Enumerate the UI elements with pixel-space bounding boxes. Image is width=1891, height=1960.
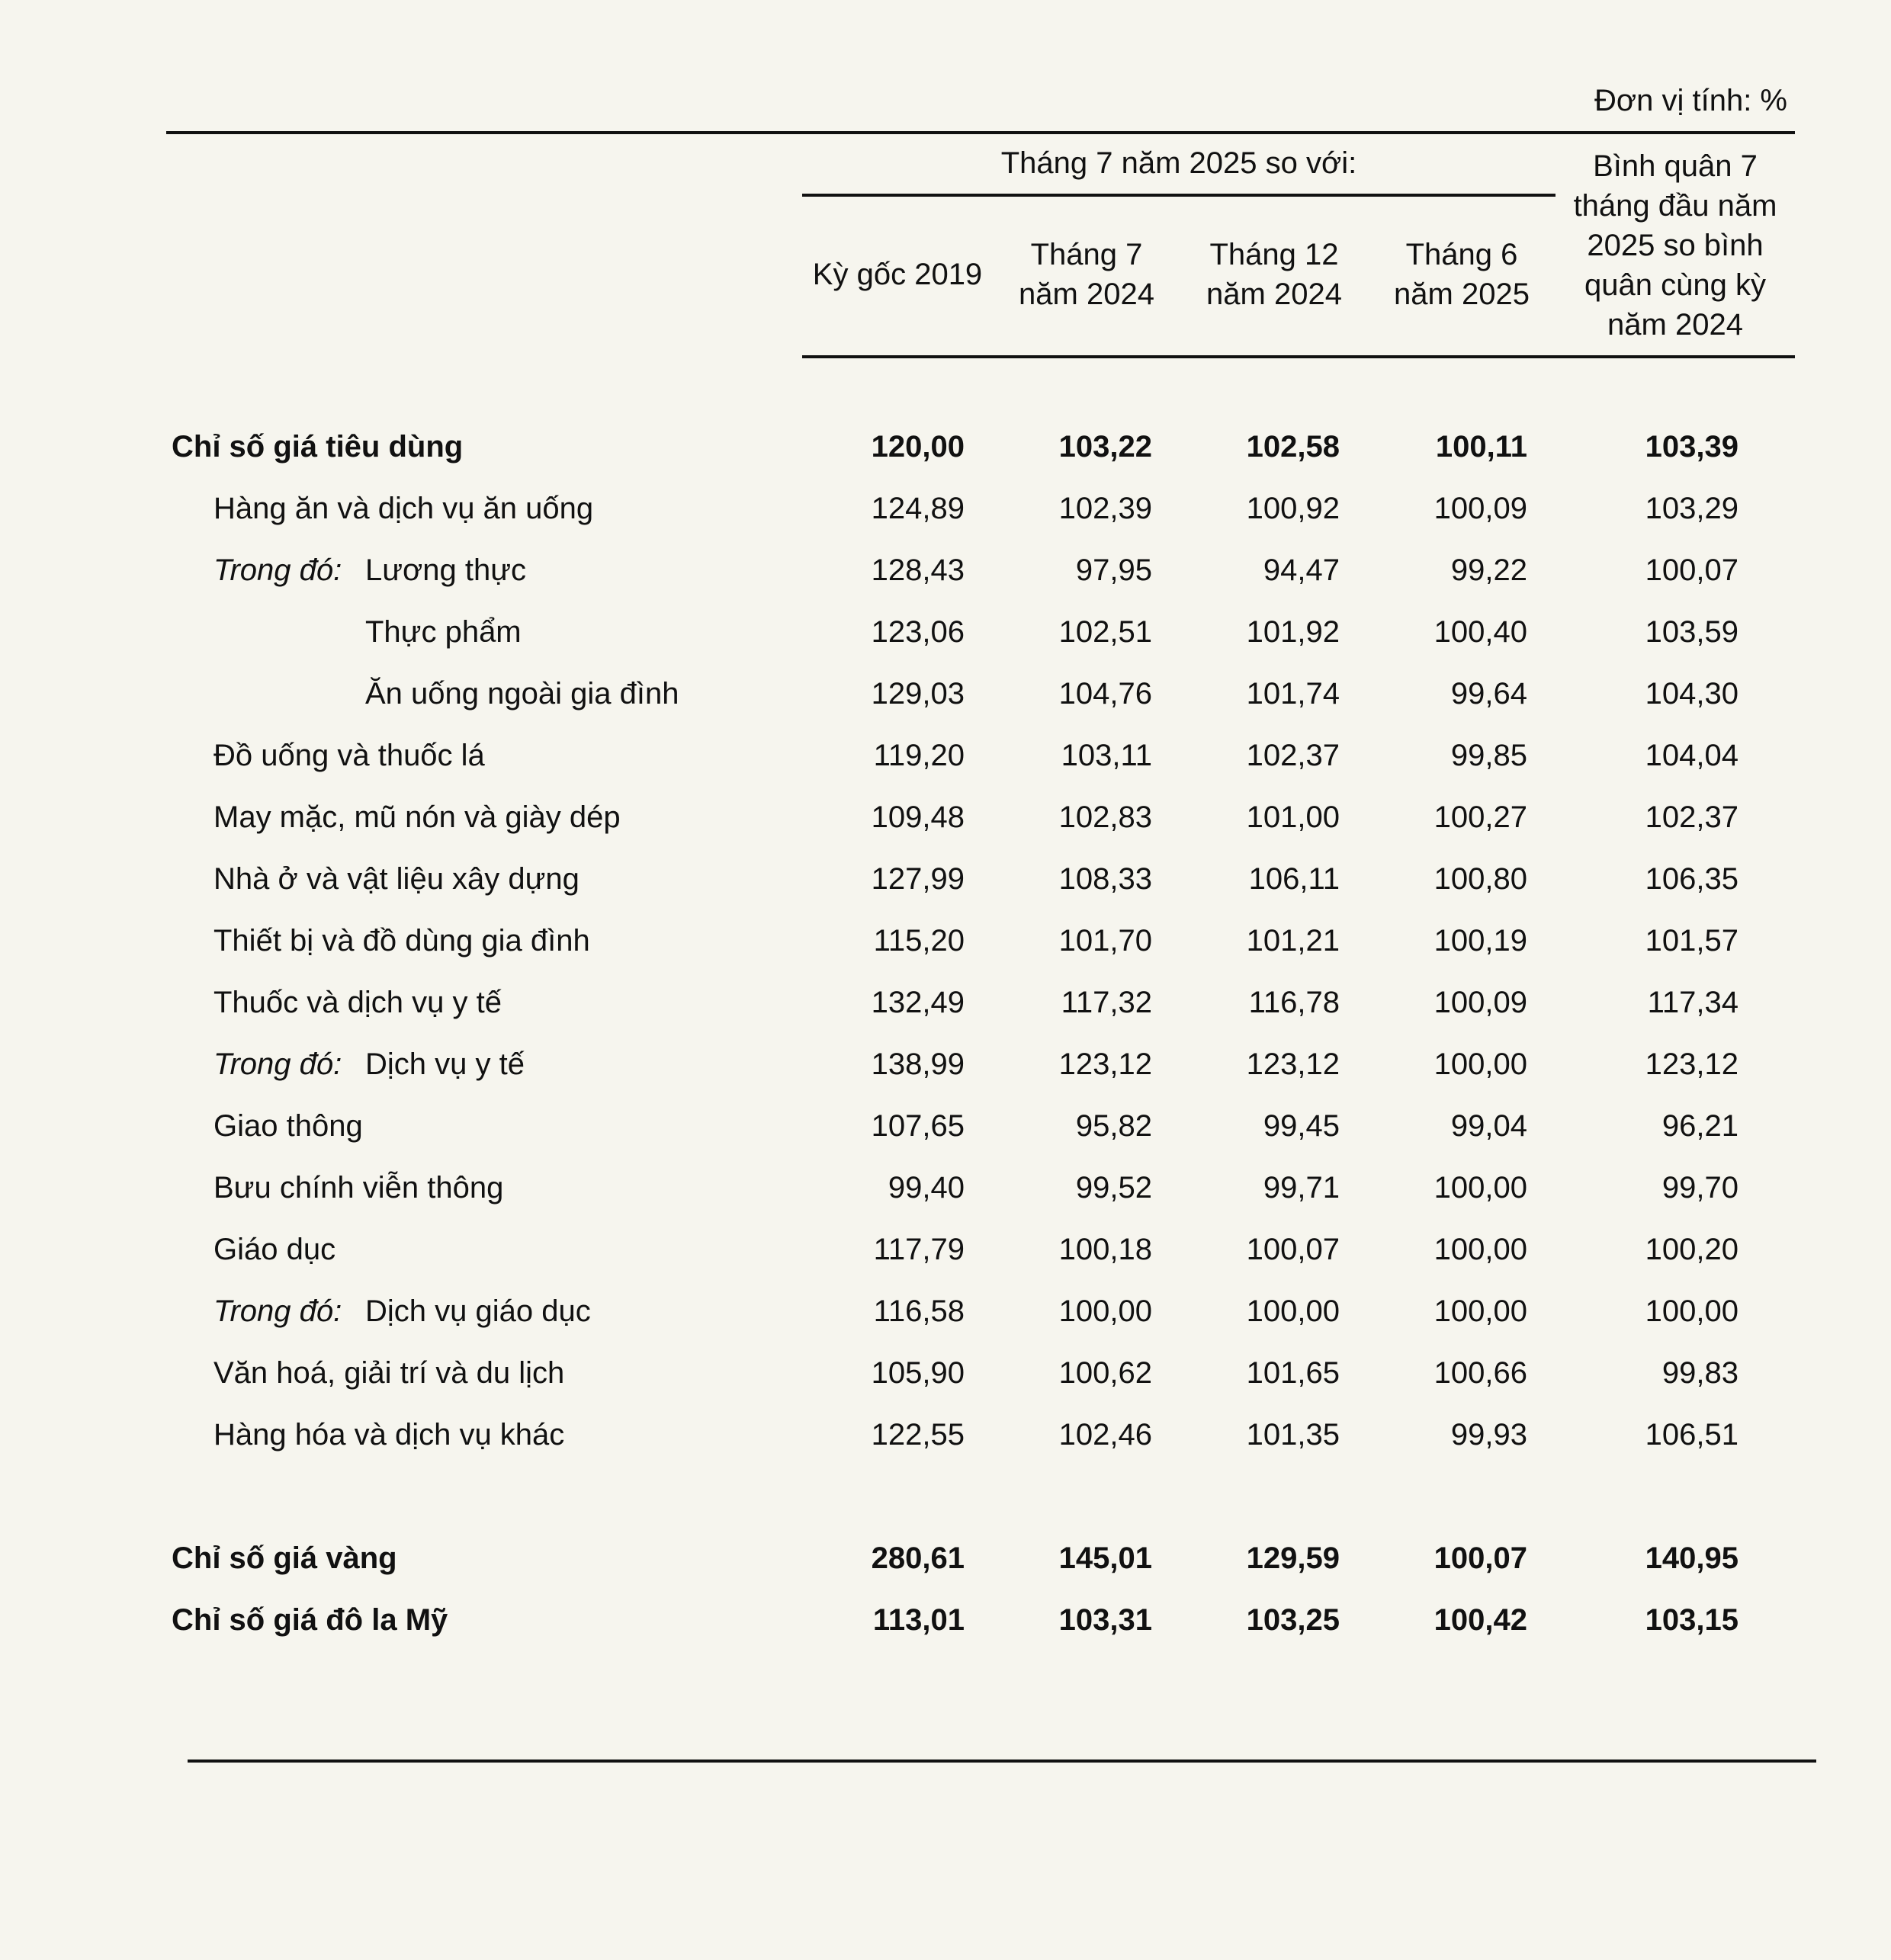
row-value-col-4: 99,22 — [1450, 553, 1527, 587]
row-value-col-3: 101,35 — [1246, 1418, 1340, 1452]
table-row — [0, 1541, 1891, 1587]
row-value-col-5: 100,20 — [1645, 1233, 1738, 1266]
bottom-rule — [188, 1760, 1816, 1763]
row-value-col-1: 122,55 — [871, 1418, 965, 1452]
row-value-col-1: 123,06 — [871, 615, 965, 649]
row-value-col-2: 123,12 — [1058, 1047, 1152, 1081]
table-row — [0, 739, 1891, 784]
row-value-col-1: 120,00 — [871, 430, 965, 464]
row-value-col-3: 106,11 — [1248, 862, 1340, 896]
row-label: Chỉ số giá tiêu dùng — [172, 430, 464, 464]
row-value-col-4: 99,93 — [1450, 1418, 1527, 1452]
row-value-col-5: 103,39 — [1645, 430, 1738, 464]
row-value-col-1: 109,48 — [871, 800, 965, 834]
row-prefix: Trong đó: — [214, 1294, 342, 1328]
row-value-col-4: 100,09 — [1434, 492, 1527, 525]
row-value-col-4: 100,07 — [1434, 1541, 1527, 1575]
row-value-col-5: 100,00 — [1645, 1294, 1738, 1328]
row-value-col-2: 99,52 — [1075, 1171, 1152, 1205]
row-value-col-4: 100,66 — [1434, 1356, 1527, 1390]
row-label: May mặc, mũ nón và giày dép — [214, 800, 621, 834]
row-value-col-3: 100,00 — [1246, 1294, 1340, 1328]
row-value-col-4: 100,09 — [1434, 986, 1527, 1019]
row-value-col-3: 129,59 — [1246, 1541, 1340, 1575]
row-value-col-5: 123,12 — [1645, 1047, 1738, 1081]
row-label: Giao thông — [214, 1109, 363, 1143]
row-label: Ăn uống ngoài gia đình — [365, 677, 679, 711]
row-value-col-1: 113,01 — [872, 1603, 965, 1637]
row-value-col-4: 100,80 — [1434, 862, 1527, 896]
row-value-col-1: 138,99 — [871, 1047, 965, 1081]
row-value-col-4: 100,40 — [1434, 615, 1527, 649]
row-value-col-4: 100,00 — [1434, 1171, 1527, 1205]
row-label: Chỉ số giá vàng — [172, 1541, 397, 1575]
table-row — [0, 492, 1891, 537]
row-value-col-2: 102,39 — [1058, 492, 1152, 525]
row-value-col-5: 103,15 — [1645, 1603, 1738, 1637]
row-value-col-1: 115,20 — [873, 924, 965, 958]
row-value-col-2: 145,01 — [1058, 1541, 1152, 1575]
row-value-col-2: 100,18 — [1058, 1233, 1152, 1266]
row-value-col-2: 97,95 — [1075, 553, 1152, 587]
row-prefix: Trong đó: — [214, 553, 342, 587]
row-value-col-3: 101,92 — [1246, 615, 1340, 649]
column-header-4: Tháng 6 năm 2025 — [1394, 238, 1530, 311]
row-label: Hàng ăn và dịch vụ ăn uống — [214, 492, 594, 525]
row-value-col-4: 100,00 — [1434, 1233, 1527, 1266]
table-row — [0, 1047, 1891, 1093]
column-header-1: Kỳ gốc 2019 — [812, 258, 983, 291]
row-label: Văn hoá, giải trí và du lịch — [214, 1356, 565, 1390]
table-row — [0, 862, 1891, 908]
header-bottom-rule — [802, 355, 1795, 358]
row-value-col-4: 100,00 — [1434, 1294, 1527, 1328]
group-rule — [802, 194, 1556, 197]
row-value-col-5: 106,35 — [1645, 862, 1738, 896]
row-value-col-3: 99,71 — [1263, 1171, 1340, 1205]
row-value-col-1: 129,03 — [871, 677, 965, 711]
row-value-col-3: 101,21 — [1246, 924, 1340, 958]
table-row — [0, 1294, 1891, 1340]
row-value-col-4: 100,27 — [1434, 800, 1527, 834]
row-value-col-1: 124,89 — [871, 492, 965, 525]
table-row — [0, 1356, 1891, 1402]
row-label: Chỉ số giá đô la Mỹ — [172, 1603, 448, 1637]
row-value-col-3: 103,25 — [1246, 1603, 1340, 1637]
group-title: Tháng 7 năm 2025 so với: — [1000, 146, 1357, 180]
row-value-col-2: 117,32 — [1061, 986, 1152, 1019]
row-value-col-3: 100,92 — [1246, 492, 1340, 525]
row-value-col-1: 107,65 — [871, 1109, 965, 1143]
row-label: Thực phẩm — [365, 615, 522, 649]
row-value-col-1: 99,40 — [888, 1171, 965, 1205]
row-value-col-5: 117,34 — [1647, 986, 1738, 1019]
row-label: Đồ uống và thuốc lá — [214, 739, 485, 772]
table-row — [0, 677, 1891, 723]
row-label: Thuốc và dịch vụ y tế — [214, 986, 502, 1019]
row-value-col-5: 99,83 — [1661, 1356, 1738, 1390]
row-value-col-5: 99,70 — [1661, 1171, 1738, 1205]
row-value-col-2: 103,22 — [1058, 430, 1152, 464]
row-label: Dịch vụ giáo dục — [365, 1294, 591, 1328]
row-value-col-4: 99,04 — [1450, 1109, 1527, 1143]
row-value-col-5: 96,21 — [1661, 1109, 1738, 1143]
row-value-col-3: 102,58 — [1246, 430, 1340, 464]
row-value-col-3: 100,07 — [1246, 1233, 1340, 1266]
row-value-col-1: 280,61 — [871, 1541, 965, 1575]
row-prefix: Trong đó: — [214, 1047, 342, 1081]
row-value-col-2: 102,83 — [1058, 800, 1152, 834]
row-value-col-2: 102,46 — [1058, 1418, 1152, 1452]
row-value-col-2: 101,70 — [1058, 924, 1152, 958]
row-value-col-3: 94,47 — [1263, 553, 1340, 587]
table-row — [0, 1418, 1891, 1464]
column-header-3: Tháng 12 năm 2024 — [1206, 238, 1342, 311]
row-value-col-1: 116,58 — [873, 1294, 965, 1328]
table-row — [0, 1171, 1891, 1217]
row-value-col-2: 104,76 — [1058, 677, 1152, 711]
row-value-col-5: 102,37 — [1645, 800, 1738, 834]
row-value-col-4: 100,19 — [1434, 924, 1527, 958]
column-header-5: Bình quân 7 tháng đầu năm 2025 so bình quân cùng kỳ năm 2024 — [1573, 149, 1777, 342]
row-label: Bưu chính viễn thông — [214, 1171, 504, 1205]
table-row — [0, 986, 1891, 1031]
table-row — [0, 1109, 1891, 1155]
table-row — [0, 553, 1891, 599]
row-value-col-2: 103,11 — [1061, 739, 1152, 772]
row-value-col-3: 99,45 — [1263, 1109, 1340, 1143]
row-label: Nhà ở và vật liệu xây dựng — [214, 862, 580, 896]
row-value-col-2: 108,33 — [1058, 862, 1152, 896]
row-value-col-2: 100,00 — [1058, 1294, 1152, 1328]
row-value-col-5: 103,29 — [1645, 492, 1738, 525]
row-value-col-3: 116,78 — [1248, 986, 1340, 1019]
row-label: Giáo dục — [214, 1233, 336, 1266]
row-label: Dịch vụ y tế — [365, 1047, 525, 1081]
row-value-col-3: 101,00 — [1246, 800, 1340, 834]
row-value-col-5: 101,57 — [1645, 924, 1738, 958]
row-value-col-5: 106,51 — [1645, 1418, 1738, 1452]
row-value-col-2: 103,31 — [1058, 1603, 1152, 1637]
row-value-col-4: 100,42 — [1434, 1603, 1527, 1637]
row-value-col-5: 104,04 — [1645, 739, 1738, 772]
row-value-col-3: 101,74 — [1246, 677, 1340, 711]
row-value-col-2: 100,62 — [1058, 1356, 1152, 1390]
row-value-col-1: 132,49 — [871, 986, 965, 1019]
table-row — [0, 615, 1891, 661]
row-value-col-2: 102,51 — [1058, 615, 1152, 649]
row-value-col-5: 103,59 — [1645, 615, 1738, 649]
row-value-col-5: 104,30 — [1645, 677, 1738, 711]
table-row — [0, 430, 1891, 476]
column-header-2: Tháng 7 năm 2024 — [1019, 238, 1154, 311]
row-value-col-4: 99,85 — [1450, 739, 1527, 772]
table-row — [0, 1603, 1891, 1649]
row-value-col-4: 99,64 — [1450, 677, 1527, 711]
row-value-col-1: 119,20 — [873, 739, 965, 772]
top-rule — [166, 131, 1795, 134]
row-label: Thiết bị và đồ dùng gia đình — [214, 924, 590, 958]
table-row — [0, 800, 1891, 846]
table-row — [0, 1233, 1891, 1278]
row-value-col-3: 123,12 — [1246, 1047, 1340, 1081]
row-label: Hàng hóa và dịch vụ khác — [214, 1418, 565, 1452]
table-row — [0, 924, 1891, 970]
row-value-col-2: 95,82 — [1075, 1109, 1152, 1143]
row-value-col-5: 100,07 — [1645, 553, 1738, 587]
row-value-col-1: 128,43 — [871, 553, 965, 587]
row-value-col-1: 105,90 — [871, 1356, 965, 1390]
unit-label: Đơn vị tính: % — [1594, 84, 1787, 117]
row-value-col-4: 100,11 — [1435, 430, 1527, 464]
row-value-col-5: 140,95 — [1645, 1541, 1738, 1575]
row-value-col-3: 101,65 — [1246, 1356, 1340, 1390]
row-label: Lương thực — [365, 553, 526, 587]
row-value-col-4: 100,00 — [1434, 1047, 1527, 1081]
row-value-col-1: 117,79 — [873, 1233, 965, 1266]
row-value-col-1: 127,99 — [871, 862, 965, 896]
row-value-col-3: 102,37 — [1246, 739, 1340, 772]
